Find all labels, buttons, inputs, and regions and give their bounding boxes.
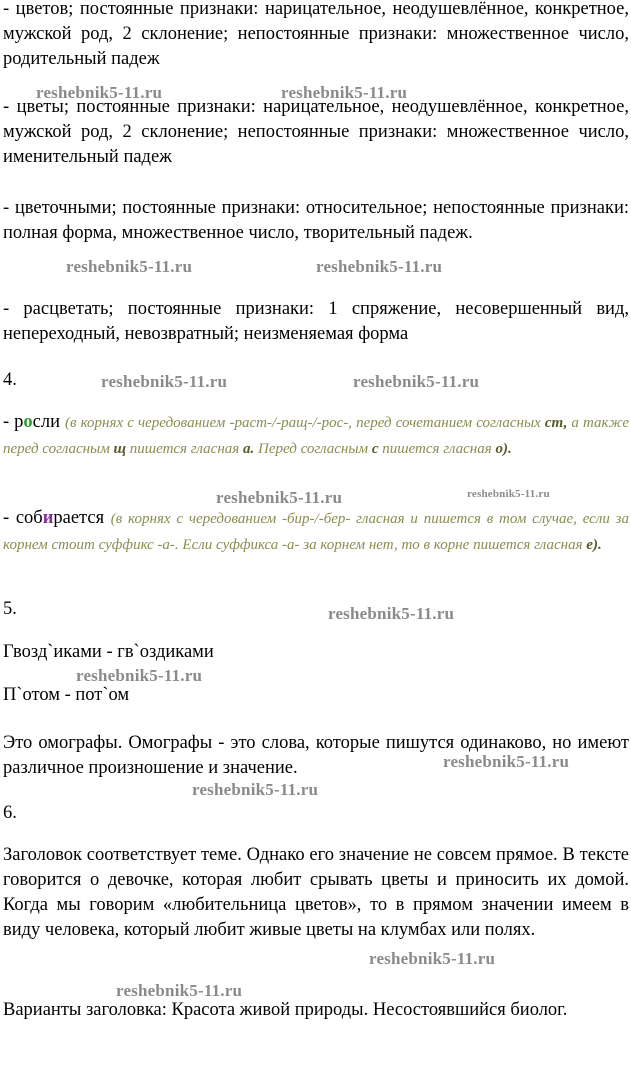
stress-pair-potom: П`отом - пот`ом <box>3 685 130 705</box>
section-number-5: 5. <box>3 599 17 619</box>
section-number-4: 4. <box>3 370 17 390</box>
word-rosli-end: сли <box>32 412 60 432</box>
watermark: reshebnik5-11.ru <box>66 257 193 276</box>
paragraph-rosli <box>3 410 629 462</box>
paragraph-varianty: Варианты заголовка: Красота живой природы. Несостоявшийся биолог. <box>3 1000 568 1020</box>
paragraph-tsvetov: - цветов; постоянные признаки: нарицательное, неодушевлённое, конкретное, мужской род, 2 склонение; непостоянные признаки: множественное число, родительный падеж <box>3 0 629 69</box>
paragraph-sobiraetsya <box>3 506 629 558</box>
watermark: reshebnik5-11.ru <box>467 488 550 500</box>
watermark: reshebnik5-11.ru <box>192 780 319 799</box>
watermark: reshebnik5-11.ru <box>36 83 163 102</box>
watermark: reshebnik5-11.ru <box>101 372 228 391</box>
word-rosli-start: - р <box>3 412 24 432</box>
stress-pair-gvozdikami: Гвозд`иками - гв`оздиками <box>3 642 214 662</box>
watermark: reshebnik5-11.ru <box>281 83 408 102</box>
paragraph-tsvety: - цветы; постоянные признаки: нарицательное, неодушевлённое, конкретное, мужской род, 2 склонение; непостоянные признаки: множественное число, именительный падеж <box>3 97 629 167</box>
word-sob-end: рается <box>53 508 105 528</box>
paragraph-tsvetochnymi: - цветочными; постоянные признаки: относительное; непостоянные признаки: полная форма, множественное число, творительный падеж. <box>3 198 629 243</box>
watermark: reshebnik5-11.ru <box>369 949 496 968</box>
section-number-6: 6. <box>3 803 17 823</box>
watermark: reshebnik5-11.ru <box>216 488 343 507</box>
paragraph-rastsvetat: - расцветать; постоянные признаки: 1 спряжение, несовершенный вид, непереходный, невозвратный; неизменяемая форма <box>3 299 629 344</box>
paragraph-zagolovok: Заголовок соответствует теме. Однако его значение не совсем прямое. В тексте говорится о девочке, которая любит срывать цветы и приносить их домой. Когда мы говорим «любительница цветов», то в прямом значении имеем в виду человека, который любит живые цветы на клумбах или полях. <box>3 845 629 940</box>
watermark: reshebnik5-11.ru <box>328 604 455 623</box>
paragraph-omografy: Это омографы. Омографы - это слова, которые пишутся одинаково, но имеют различное произношение и значение. <box>3 733 629 778</box>
highlighted-vowel-o: о <box>23 412 33 432</box>
highlighted-vowel-i: и <box>42 508 54 528</box>
watermark: reshebnik5-11.ru <box>443 752 570 771</box>
watermark: reshebnik5-11.ru <box>353 372 480 391</box>
watermark: reshebnik5-11.ru <box>316 257 443 276</box>
sobiraetsya-explanation: (в корнях с чередованием -бир-/-бер- гласная и пишется в том случае, если за корнем стоит суффикс -а-. Если суффикса -а- за корнем нет, то в корне пишется гласная е). <box>3 511 629 553</box>
word-sob-start: - соб <box>3 508 43 528</box>
watermark: reshebnik5-11.ru <box>76 666 203 685</box>
watermark: reshebnik5-11.ru <box>116 981 243 1000</box>
rosli-explanation: (в корнях с чередованием -раст-/-ращ-/-рос-, перед сочетанием согласных ст, а также перед согласным щ пишется гласная а. Перед согласным с пишется гласная о). <box>3 415 629 457</box>
